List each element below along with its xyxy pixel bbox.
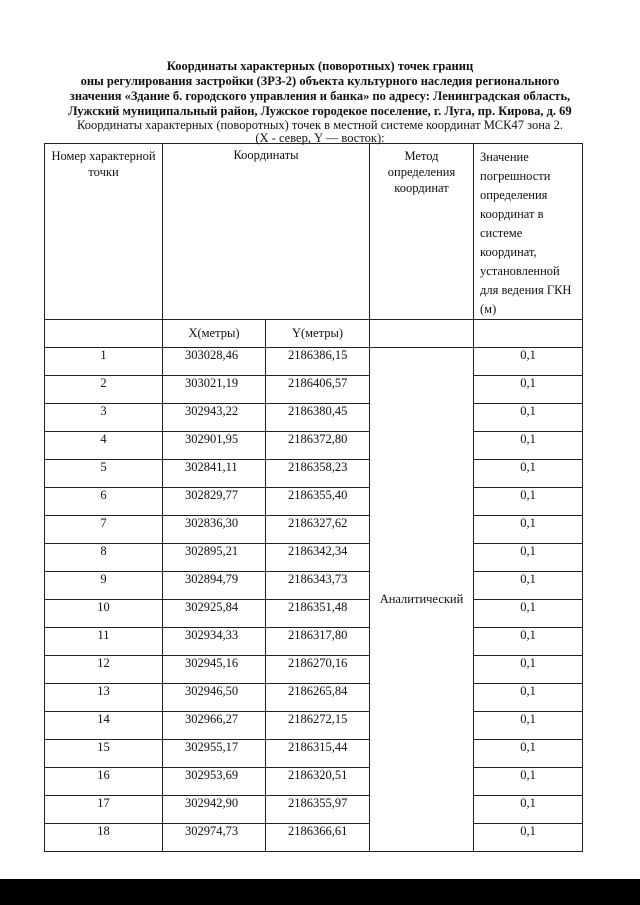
y-coordinate: 2186265,84 [266, 684, 370, 712]
heading-line-3: значения «Здание б. городского управления и банка» по адресу: Ленинградская область, [69, 89, 571, 103]
y-coordinate: 2186380,45 [266, 404, 370, 432]
error-value: 0,1 [474, 348, 583, 376]
scan-bottom-border [0, 879, 640, 905]
error-value: 0,1 [474, 460, 583, 488]
point-number: 2 [45, 376, 163, 404]
heading-line-5: Координаты характерных (поворотных) точек в местной системе координат МСК47 зона 2. [77, 118, 563, 132]
y-coordinate: 2186355,97 [266, 796, 370, 824]
table-row [45, 460, 583, 488]
point-number: 10 [45, 600, 163, 628]
error-value: 0,1 [474, 488, 583, 516]
header-point-number: Номер характерной точки [45, 144, 163, 320]
heading-line-2: оны регулирования застройки (ЗРЗ-2) объекта культурного наследия регионального [80, 74, 560, 88]
y-coordinate: 2186272,15 [266, 712, 370, 740]
table-row [45, 600, 583, 628]
x-coordinate: 302953,69 [163, 768, 266, 796]
x-coordinate: 303028,46 [163, 348, 266, 376]
point-number: 6 [45, 488, 163, 516]
table-row [45, 628, 583, 656]
point-number: 3 [45, 404, 163, 432]
header-method: Метод определения координат [370, 144, 474, 320]
x-coordinate: 302942,90 [163, 796, 266, 824]
point-number: 7 [45, 516, 163, 544]
table-row [45, 740, 583, 768]
y-coordinate: 2186270,16 [266, 656, 370, 684]
x-coordinate: 302841,11 [163, 460, 266, 488]
header-x: X(метры) [163, 320, 266, 348]
y-coordinate: 2186317,80 [266, 628, 370, 656]
point-number: 4 [45, 432, 163, 460]
y-coordinate: 2186343,73 [266, 572, 370, 600]
table-row [45, 348, 583, 376]
table-row [45, 572, 583, 600]
point-number: 16 [45, 768, 163, 796]
error-value: 0,1 [474, 432, 583, 460]
table-row [45, 796, 583, 824]
table-row [45, 432, 583, 460]
point-number: 17 [45, 796, 163, 824]
x-coordinate: 302943,22 [163, 404, 266, 432]
table-row [45, 404, 583, 432]
method-cell: Аналитический [370, 348, 474, 852]
x-coordinate: 302945,16 [163, 656, 266, 684]
coordinates-table [44, 143, 583, 852]
y-coordinate: 2186358,23 [266, 460, 370, 488]
header-y: Y(метры) [266, 320, 370, 348]
header-coordinates: Координаты [163, 144, 370, 320]
header-error: Значение погрешности определения координат в системе координат, установленной для ведения ГКН (м) [474, 144, 583, 320]
heading-line-1: Координаты характерных (поворотных) точек границ [166, 59, 474, 73]
y-coordinate: 2186342,34 [266, 544, 370, 572]
y-coordinate: 2186355,40 [266, 488, 370, 516]
point-number: 9 [45, 572, 163, 600]
point-number: 1 [45, 348, 163, 376]
x-coordinate: 302829,77 [163, 488, 266, 516]
y-coordinate: 2186320,51 [266, 768, 370, 796]
error-value: 0,1 [474, 516, 583, 544]
error-value: 0,1 [474, 376, 583, 404]
error-value: 0,1 [474, 600, 583, 628]
header-empty-cell [45, 320, 163, 348]
x-coordinate: 302836,30 [163, 516, 266, 544]
error-value: 0,1 [474, 572, 583, 600]
error-value: 0,1 [474, 684, 583, 712]
point-number: 11 [45, 628, 163, 656]
error-value: 0,1 [474, 796, 583, 824]
header-empty-cell [370, 320, 474, 348]
x-coordinate: 302966,27 [163, 712, 266, 740]
table-row [45, 516, 583, 544]
y-coordinate: 2186351,48 [266, 600, 370, 628]
point-number: 14 [45, 712, 163, 740]
point-number: 18 [45, 824, 163, 852]
point-number: 12 [45, 656, 163, 684]
table-row [45, 684, 583, 712]
x-coordinate: 302946,50 [163, 684, 266, 712]
x-coordinate: 302894,79 [163, 572, 266, 600]
table-row [45, 824, 583, 852]
y-coordinate: 2186327,62 [266, 516, 370, 544]
x-coordinate: 302934,33 [163, 628, 266, 656]
table-row [45, 376, 583, 404]
header-empty-cell [474, 320, 583, 348]
table-row [45, 768, 583, 796]
error-value: 0,1 [474, 740, 583, 768]
error-value: 0,1 [474, 628, 583, 656]
table-row [45, 656, 583, 684]
x-coordinate: 302895,21 [163, 544, 266, 572]
table-row [45, 544, 583, 572]
point-number: 8 [45, 544, 163, 572]
x-coordinate: 302925,84 [163, 600, 266, 628]
x-coordinate: 302955,17 [163, 740, 266, 768]
y-coordinate: 2186366,61 [266, 824, 370, 852]
table-row [45, 712, 583, 740]
table-row [45, 488, 583, 516]
y-coordinate: 2186372,80 [266, 432, 370, 460]
error-value: 0,1 [474, 656, 583, 684]
x-coordinate: 302901,95 [163, 432, 266, 460]
y-coordinate: 2186386,15 [266, 348, 370, 376]
x-coordinate: 303021,19 [163, 376, 266, 404]
error-value: 0,1 [474, 544, 583, 572]
error-value: 0,1 [474, 404, 583, 432]
y-coordinate: 2186315,44 [266, 740, 370, 768]
heading-line-6: (X - север, Y — восток): [255, 131, 385, 145]
y-coordinate: 2186406,57 [266, 376, 370, 404]
point-number: 5 [45, 460, 163, 488]
error-value: 0,1 [474, 824, 583, 852]
error-value: 0,1 [474, 768, 583, 796]
x-coordinate: 302974,73 [163, 824, 266, 852]
heading-line-4: Лужский муниципальный район, Лужское городекое поселение, г. Луга, пр. Кирова, д. 69 [68, 104, 572, 118]
error-value: 0,1 [474, 712, 583, 740]
point-number: 15 [45, 740, 163, 768]
point-number: 13 [45, 684, 163, 712]
